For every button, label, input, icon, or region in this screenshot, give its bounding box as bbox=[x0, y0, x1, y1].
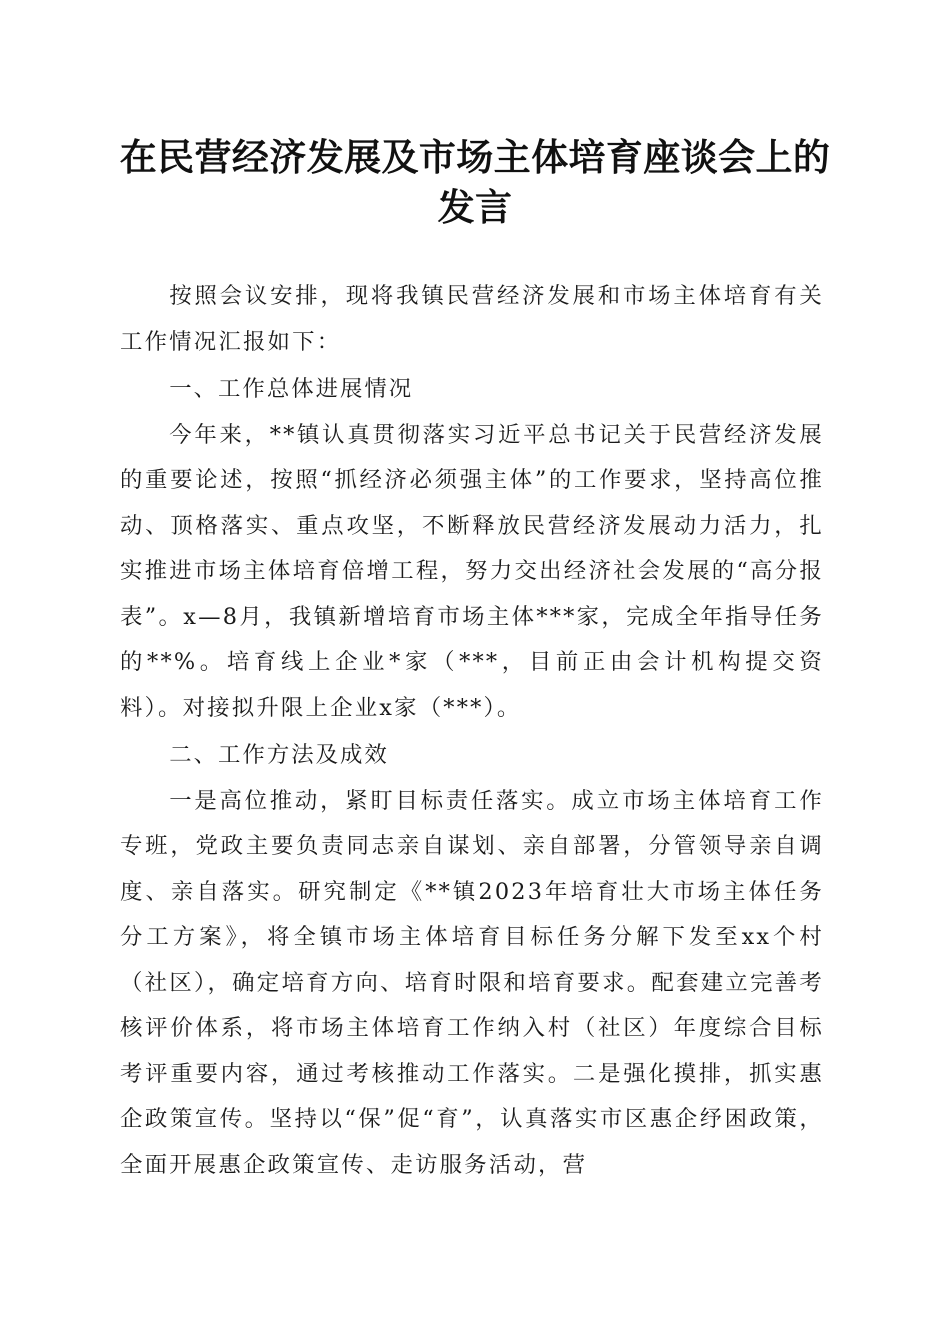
section-2-paragraph bbox=[120, 779, 824, 1189]
document-title: 在民营经济发展及市场主体培育座谈会上的发言 bbox=[119, 135, 831, 229]
section-2-heading: 二、工作方法及成效 bbox=[169, 742, 389, 768]
intro-paragraph: 按照会议安排，现将我镇民营经济发展和市场主体培育有关工作情况汇报如下： bbox=[120, 283, 824, 355]
document-body bbox=[120, 274, 824, 1188]
section-2-body-text: 成立市场主体培育工作专班，党政主要负责同志亲自谋划、亲自部署，分管领导亲自调度、亲自落实。研究制定《**镇2023年培育壮大市场主体任务分工方案》，将全镇市场主体培育目标任务分解下发至xx个村（社区），确定培育方向、培育时限和培育要求。配套建立完善考核评价体系，将市场主体培育工作纳入村（社区）年度综合目标考评重要内容，通过考核推动工作落实。二是强化摸排，抓实惠企政策宣传。坚持以“保”促“育”，认真落实市区惠企纾困政策，全面开展惠企政策宣传、走访服务活动，营 bbox=[120, 787, 825, 1178]
section-1-heading: 一、工作总体进展情况 bbox=[169, 376, 414, 402]
section-1-paragraph: 今年来，**镇认真贯彻落实习近平总书记关于民营经济发展的重要论述，按照“抓经济必须强主体”的工作要求，坚持高位推动、顶格落实、重点攻坚，不断释放民营经济发展动力活力，扎实推进市场主体培育倍增工程，努力交出经济社会发展的“高分报表”。x—8月，我镇新增培育市场主体***家，完成全年指导任务的**%。培育线上企业*家（***，目前正由会计机构提交资料）。对接拟升限上企业x家（***）。 bbox=[120, 421, 824, 721]
section-2-lead-sentence: 一是高位推动，紧盯目标责任落实。 bbox=[169, 787, 572, 814]
